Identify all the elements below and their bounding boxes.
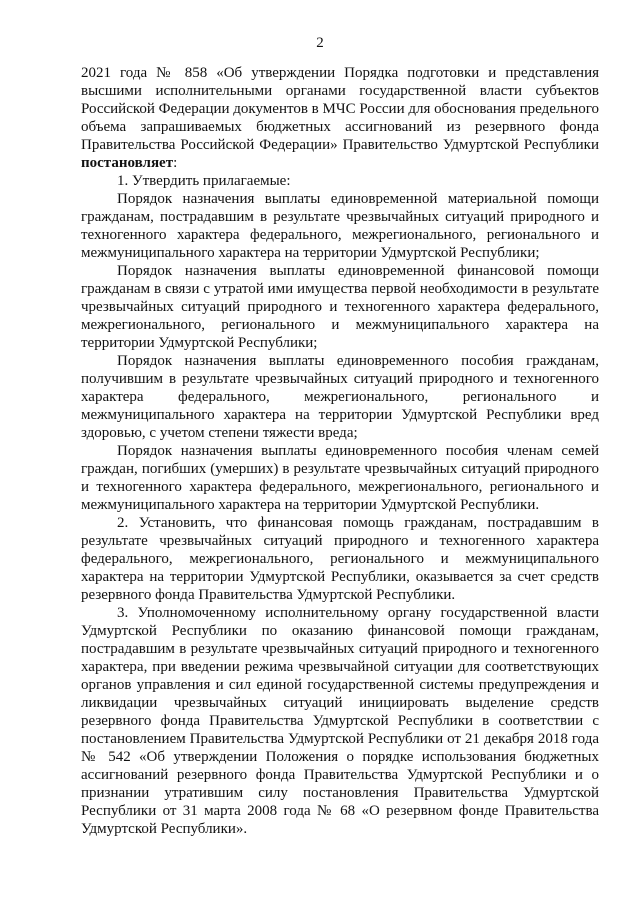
intro-tail: : (173, 155, 178, 171)
intro-text: 2021 года № 858 «Об утверждении Порядка подготовки и представления высшими исполнительными органами государственной власти субъектов Российской Федерации документов в МЧС России для обоснования предельного объема запрашиваемых бюджетных ассигнований из резервного фонда Правительства Российской Федерации» Правительство Удмуртской Республики (81, 65, 599, 153)
paragraph-point-2: 2. Установить, что финансовая помощь гражданам, пострадавшим в результате чрезвычайных ситуаций природного и техногенного характера федерального, межрегионального, регионального и межмуниципального характера на территории Удмуртской Республики, оказывается за счет средств резервного фонда Правительства Удмуртской Республики. (81, 515, 599, 603)
paragraph-point-3: 3. Уполномоченному исполнительному органу государственной власти Удмуртской Республики по оказанию финансовой помощи гражданам, пострадавшим в результате чрезвычайных ситуаций природного и техногенного характера, при введении режима чрезвычайной ситуации для соответствующих органов управления и сил единой государственной системы предупреждения и ликвидации чрезвычайных ситуаций инициировать выделение средств резервного фонда Правительства Удмуртской Республики в соответствии с постановлением Правительства Удмуртской Республики от 21 декабря 2018 года № 542 «Об утверждении Положения о порядке использования бюджетных ассигнований резервного фонда Правительства Удмуртской Республики и о признании утратившим силу постановления Правительства Удмуртской Республики от 31 марта 2008 года № 68 «О резервном фонде Правительства Удмуртской Республики». (81, 605, 599, 837)
paragraph-material-aid: Порядок назначения выплаты единовременной материальной помощи гражданам, пострадавшим в результате чрезвычайных ситуаций природного и техногенного характера федерального, межрегионального, регионального и межмуниципального характера на территории Удмуртской Республики; (81, 191, 599, 261)
page-number: 2 (316, 35, 324, 51)
paragraph-financial-aid: Порядок назначения выплаты единовременной финансовой помощи гражданам в связи с утратой ими имущества первой необходимости в результате чрезвычайных ситуаций природного и техногенного характера федерального, межрегионального, регионального и межмуниципального характера на территории Удмуртской Республики; (81, 263, 599, 351)
paragraph-health-benefit: Порядок назначения выплаты единовременного пособия гражданам, получившим в результате чрезвычайных ситуаций природного и техногенного характера федерального, межрегионального, регионального и межмуниципального характера на территории Удмуртской Республики вред здоровью, с учетом степени тяжести вреда; (81, 353, 599, 441)
paragraph-family-benefit: Порядок назначения выплаты единовременного пособия членам семей граждан, погибших (умерших) в результате чрезвычайных ситуаций природного и техногенного характера федерального, межрегионального, регионального и межмуниципального характера на территории Удмуртской Республики. (81, 443, 599, 513)
intro-paragraph (81, 64, 599, 172)
document-body (81, 64, 599, 838)
intro-bold-word: постановляет (81, 155, 174, 171)
paragraph-approve: 1. Утвердить прилагаемые: (117, 173, 291, 189)
